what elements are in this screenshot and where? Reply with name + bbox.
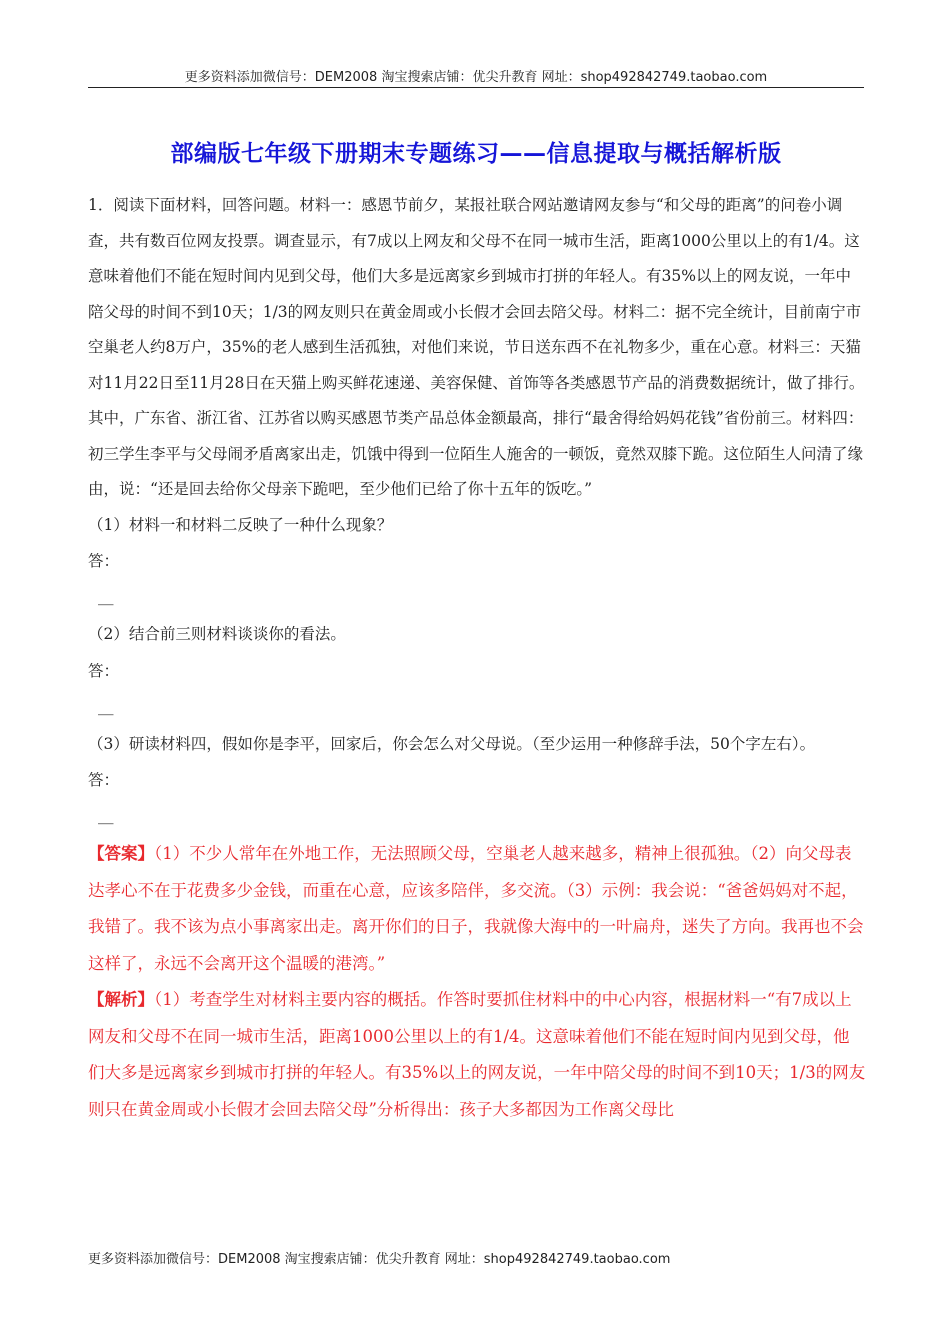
document-title: 部编版七年级下册期末专题练习——信息提取与概括解析版	[170, 141, 782, 167]
analysis-text: （1）考查学生对材料主要内容的概括。作答时要抓住材料中的中心内容，根据材料一“有7成以上网友和父母不在同一城市生活，距离1000公里以上的有1/4。这意味着他们不能在短时间内见到父母，他们大多是远离家乡到城市打拼的年轻人。有35%以上的网友说，一年中陪父母的时间不到10天；1/3的网友则只在黄金周或小长假才会回去陪父母”分析得出：孩子大多都因为工作离父母比	[88, 990, 866, 1119]
answer-blank-3[interactable]: ＿	[98, 808, 114, 826]
sub-question-3: （3）研读材料四，假如你是李平，回家后，你会怎么对父母说。（至少运用一种修辞手法，50个字左右）。	[88, 734, 816, 753]
answer-blank-1[interactable]: ＿	[98, 589, 114, 607]
page-footer: 更多资料添加微信号：DEM2008 淘宝搜索店铺：优尖升教育 网址：shop492842749.taobao.com	[88, 1252, 671, 1267]
sub-question-2: （2）结合前三则材料谈谈你的看法。	[88, 625, 346, 643]
analysis-tag: 【解析】	[88, 990, 154, 1009]
question-stem: 1．阅读下面材料，回答问题。材料一：感恩节前夕，某报社联合网站邀请网友参与“和父母的距离”的问卷小调查，共有数百位网友投票。调查显示，有7成以上网友和父母不在同一城市生活，距离1000公里以上的有1/4。这意味着他们不能在短时间内见到父母，他们大多是远离家乡到城市打拼的年轻人。有35%以上的网友说，一年中陪父母的时间不到10天；1/3的网友则只在黄金周或小长假才会回去陪父母。材料二：据不完全统计，目前南宁市空巢老人约8万户，35%的老人感到生活孤独，对他们来说，节日送东西不在礼物多少，重在心意。材料三：天猫对11月22日至11月28日在天猫上购买鲜花速递、美容保健、首饰等各类感恩节产品的消费数据统计，做了排行。其中，广东省、浙江省、江苏省以购买感恩节类产品总体金额最高，排行“最舍得给妈妈花钱”省份前三。材料四：初三学生李平与父母闹矛盾离家出走，饥饿中得到一位陌生人施舍的一顿饭，竟然双膝下跪。这位陌生人问清了缘由，说：“还是回去给你父母亲下跪吧，至少他们已给了你十五年的饭吃。”	[88, 196, 865, 498]
answer-text: （1）不少人常年在外地工作，无法照顾父母，空巢老人越来越多，精神上很孤独。（2）向父母表达孝心不在于花费多少金钱，而重在心意，应该多陪伴，多交流。（3）示例：我会说：“爸爸妈妈对不起，我错了。我不该为点小事离家出走。离开你们的日子，我就像大海中的一叶扁舟，迷失了方向。我再也不会这样了，永远不会离开这个温暖的港湾。”	[88, 844, 864, 973]
analysis-section	[88, 982, 866, 1128]
answer-tag: 【答案】	[88, 844, 154, 863]
document-body	[88, 188, 866, 1128]
sub-question-1: （1）材料一和材料二反映了一种什么现象？	[88, 515, 393, 534]
answer-blank-2[interactable]: ＿	[98, 698, 114, 717]
header-divider	[88, 87, 864, 88]
answer-section	[88, 836, 866, 982]
answer-label-1: 答：	[88, 552, 120, 570]
answer-label-2: 答：	[88, 661, 120, 680]
answer-label-3: 答：	[88, 771, 120, 789]
page-header: 更多资料添加微信号：DEM2008 淘宝搜索店铺：优尖升教育 网址：shop492842749.taobao.com	[184, 70, 768, 85]
